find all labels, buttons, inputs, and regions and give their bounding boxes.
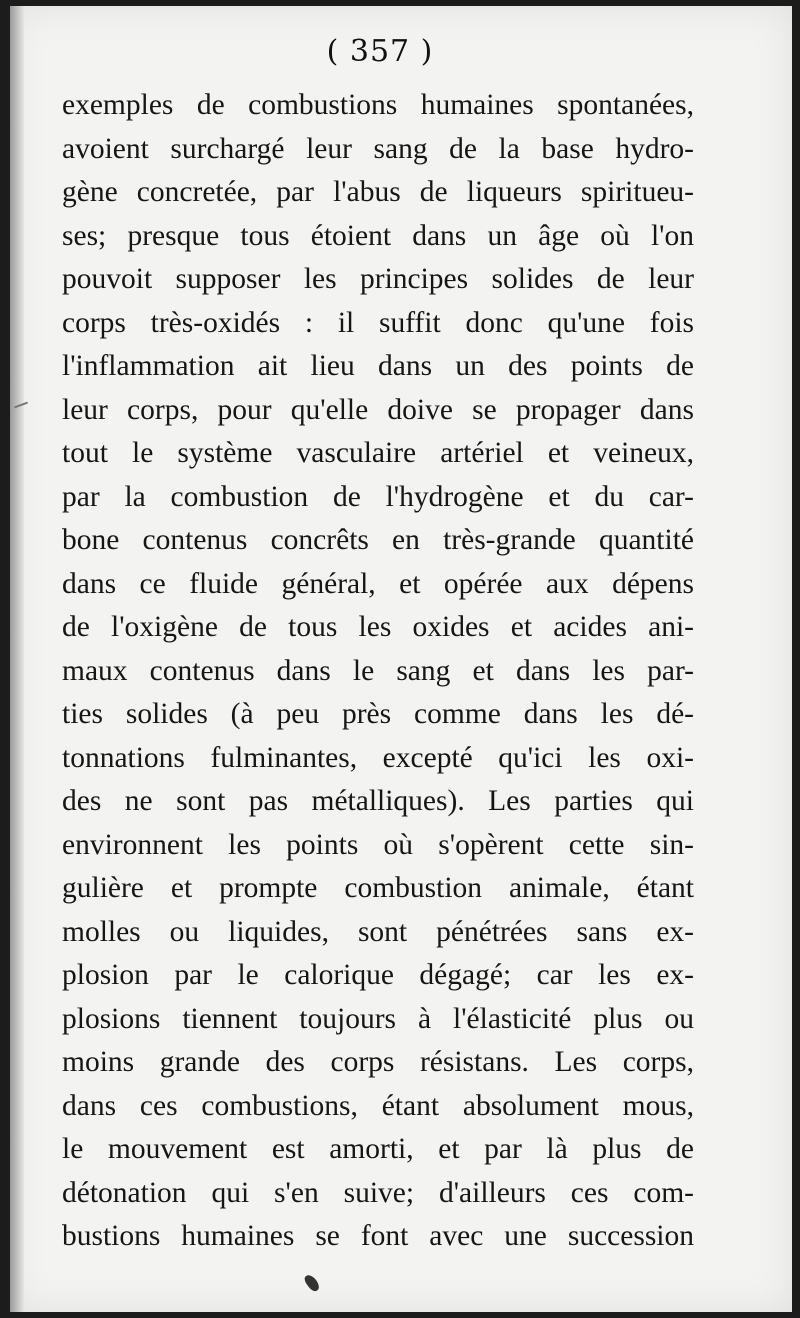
text-line: avoient surchargé leur sang de la base hydro- [62,132,694,165]
text-line: bone contenus concrêts en très-grande quantité [62,524,694,556]
text-line: plosions tiennent toujours à l'élasticité plus ou [62,1002,694,1035]
text-line: molles ou liquides, sont pénétrées sans ex- [62,915,694,948]
text-line: ties solides (à peu près comme dans les dé- [62,698,694,730]
text-line: exemples de combustions humaines spontanées, [62,89,694,121]
text-line: tout le système vasculaire artériel et veineux, [62,437,694,469]
book-page [10,6,792,1312]
text-line: des ne sont pas métalliques). Les parties qui [62,785,694,817]
text-line: dans ces combustions, étant absolument mous, [62,1089,694,1122]
text-line: de l'oxigène de tous les oxides et acides ani- [62,611,694,643]
text-line: maux contenus dans le sang et dans les par- [62,654,694,687]
text-line: pouvoit supposer les principes solides de leur [62,263,694,295]
text-line: l'inflammation ait lieu dans un des points de [62,350,694,382]
text-line: corps très-oxidés : il suffit donc qu'une fois [62,306,694,339]
text-line: plosion par le calorique dégagé; car les ex- [62,959,694,991]
text-line: bustions humaines se font avec une succession [62,1220,694,1252]
text-line: gène concretée, par l'abus de liqueurs spiritueu- [62,176,694,208]
text-line: tonnations fulminantes, excepté qu'ici les oxi- [62,741,694,774]
text-line: par la combustion de l'hydrogène et du car- [62,480,694,513]
text-line: leur corps, pour qu'elle doive se propager dans [62,393,694,426]
text-line: moins grande des corps résistans. Les corps, [62,1046,694,1078]
text-line: le mouvement est amorti, et par là plus de [62,1133,694,1165]
page-spine-shadow [10,6,24,1312]
page-number: ( 357 ) [326,34,434,69]
text-line: environnent les points où s'opèrent cette sin- [62,828,694,861]
ink-blot [303,1273,322,1293]
body-text [62,84,694,1259]
text-line: gulière et prompte combustion animale, étant [62,872,694,904]
text-line: ses; presque tous étoient dans un âge où l'on [62,219,694,252]
text-line: dans ce fluide général, et opérée aux dépens [62,567,694,600]
text-line: détonation qui s'en suive; d'ailleurs ces com- [62,1176,694,1209]
